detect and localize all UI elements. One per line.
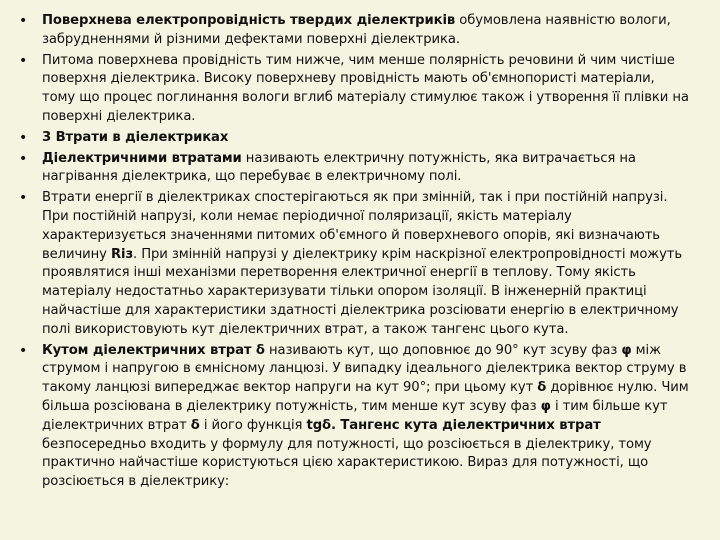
- term-surface-conductivity: Поверхнева електропровідність твердих діелектриків: [42, 13, 456, 28]
- bullet-dot: •: [19, 52, 28, 69]
- bullet-dot: •: [19, 13, 28, 29]
- text: і тим більше кут діелектричних втрат: [42, 398, 668, 433]
- text: . При змінній напрузі у діелектрику крім наскрізної електропровідності можуть проявлятися інші механізми перетворення електричної енергії в теплову. Тому якість матеріалу недостатньо характеризувати тільки опором ізоляції. В інженерній практиці найчастіше для характеристики здатності діелектрика розсіювати енергію в електричному полі використовують кут діелектричних втрат, а також тангенс цього кута.: [42, 246, 683, 337]
- bullet-item-section-heading: [18, 129, 690, 148]
- bullet-dot: •: [19, 129, 28, 146]
- text: називають кут, що доповнює до 90° кут зсуву фаз: [264, 342, 622, 358]
- term-tangent-delta: tgδ. Тангенс кута діелектричних втрат: [306, 417, 601, 433]
- bullet-dot: •: [19, 342, 28, 359]
- text: обумовлена наявністю вологи, забрудненнями й різними дефектами поверхні діелектрика.: [42, 13, 671, 47]
- bullet-item-loss-angle: [18, 342, 690, 492]
- bullet-item-dielectric-losses: [18, 150, 690, 188]
- text: між струмом і напругою в ємнісному ланцюзі. У випадку ідеального діелектрика вектор струму в такому ланцюзі випереджає вектор напруги на кут 90°; при цьому кут: [42, 342, 687, 396]
- bullet-item-surface-conductivity: [18, 12, 690, 50]
- section-heading: 3 Втрати в діелектриках: [42, 129, 229, 145]
- text: Втрати енергії в діелектриках спостерігаються як при змінній, так і при постійній напрузі. При постійній напрузі, коли немає періодичної поляризації, якість матеріалу характеризується значеннями питомих об'ємного й поверхневого опорів, які визначають величину: [42, 190, 668, 262]
- bullet-list: [18, 12, 690, 494]
- text: називають електричну потужність, яка витрачається на нагрівання діелектрика, що перебуває в електричному полі.: [42, 150, 636, 185]
- symbol-phi: φ: [540, 398, 551, 414]
- text: безпосередньо входить у формулу для потужності, що розсіюється в діелектрику, тому практично найчастіше користуються цією характеристикою. Вираз для потужності, що розсіюється в діелектрику:: [42, 436, 652, 490]
- symbol-delta: δ: [537, 380, 547, 396]
- bullet-dot: •: [19, 190, 28, 207]
- bullet-item-energy-losses: [18, 189, 690, 339]
- term-loss-angle: Кутом діелектричних втрат δ: [42, 342, 265, 358]
- term-dielectric-losses: Діелектричними втратами: [42, 150, 242, 166]
- text: дорівнює нулю. Чим більша розсіювана в діелектрику потужність, тим менше кут зсуву фаз: [42, 380, 689, 414]
- text: і його функція: [199, 417, 307, 433]
- text: Питома поверхнева провідність тим нижче, чим менше полярність речовини й чим чистіше поверхня діелектрика. Високу поверхневу провідність мають об'ємнопористі матеріали, тому що процес поглинання вологи вглиб матеріалу стимулює також і утворення її плівки на поверхні діелектрика.: [42, 52, 689, 124]
- symbol-delta: δ: [190, 417, 200, 433]
- bullet-item-specific-conductivity: [18, 52, 690, 127]
- bullet-dot: •: [19, 150, 28, 167]
- term-riz: Riз: [110, 246, 134, 262]
- symbol-phi: φ: [621, 342, 632, 358]
